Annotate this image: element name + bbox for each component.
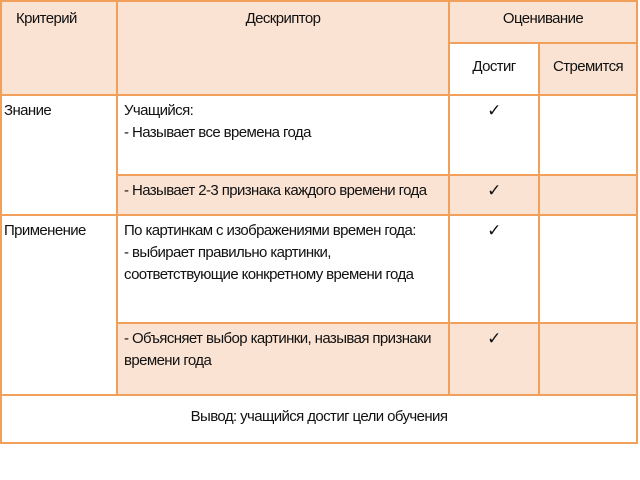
checkmark-icon: ✓ bbox=[487, 329, 501, 348]
achieved-mark-cell bbox=[449, 215, 539, 323]
header-criterion-label: Критерий bbox=[16, 10, 77, 27]
striving-mark-cell bbox=[539, 175, 637, 215]
descriptor-cell bbox=[117, 175, 449, 215]
criterion-label: Применение bbox=[4, 222, 86, 239]
checkmark-icon: ✓ bbox=[487, 101, 501, 120]
checkmark-icon: ✓ bbox=[487, 221, 501, 240]
descriptor-line: - Объясняет выбор картинки, называя признаки bbox=[124, 330, 431, 347]
header-criterion bbox=[1, 1, 117, 95]
striving-mark-cell bbox=[539, 215, 637, 323]
achieved-mark-cell bbox=[449, 323, 539, 395]
descriptor-line: - выбирает правильно картинки, bbox=[124, 244, 331, 261]
descriptor-cell bbox=[117, 215, 449, 323]
descriptor-line: соответствующие конкретному времени года bbox=[124, 266, 414, 283]
header-evaluation bbox=[449, 1, 637, 43]
descriptor-line: времени года bbox=[124, 352, 212, 369]
conclusion-cell bbox=[1, 395, 637, 443]
criterion-cell-knowledge bbox=[1, 95, 117, 215]
striving-mark-cell bbox=[539, 323, 637, 395]
descriptor-line: - Называет 2-3 признака каждого времени года bbox=[124, 182, 427, 199]
header-striving-label: Стремится bbox=[552, 58, 623, 75]
header-descriptor-label: Дескриптор bbox=[245, 10, 321, 27]
achieved-mark-cell bbox=[449, 175, 539, 215]
header-descriptor bbox=[117, 1, 449, 95]
header-striving bbox=[539, 43, 637, 95]
header-achieved bbox=[449, 43, 539, 95]
achieved-mark-cell bbox=[449, 95, 539, 175]
striving-mark-cell bbox=[539, 95, 637, 175]
descriptor-line: По картинкам с изображениями времен года: bbox=[124, 222, 416, 239]
descriptor-line: - Называет все времена года bbox=[124, 124, 311, 141]
descriptor-cell bbox=[117, 323, 449, 395]
header-achieved-label: Достиг bbox=[472, 58, 516, 75]
checkmark-icon: ✓ bbox=[487, 181, 501, 200]
descriptor-cell bbox=[117, 95, 449, 175]
criterion-label: Знание bbox=[4, 102, 52, 119]
header-evaluation-label: Оценивание bbox=[502, 10, 584, 27]
descriptor-line: Учащийся: bbox=[124, 102, 194, 119]
criterion-cell-application bbox=[1, 215, 117, 395]
conclusion-text: Вывод: учащийся достиг цели обучения bbox=[190, 408, 448, 425]
